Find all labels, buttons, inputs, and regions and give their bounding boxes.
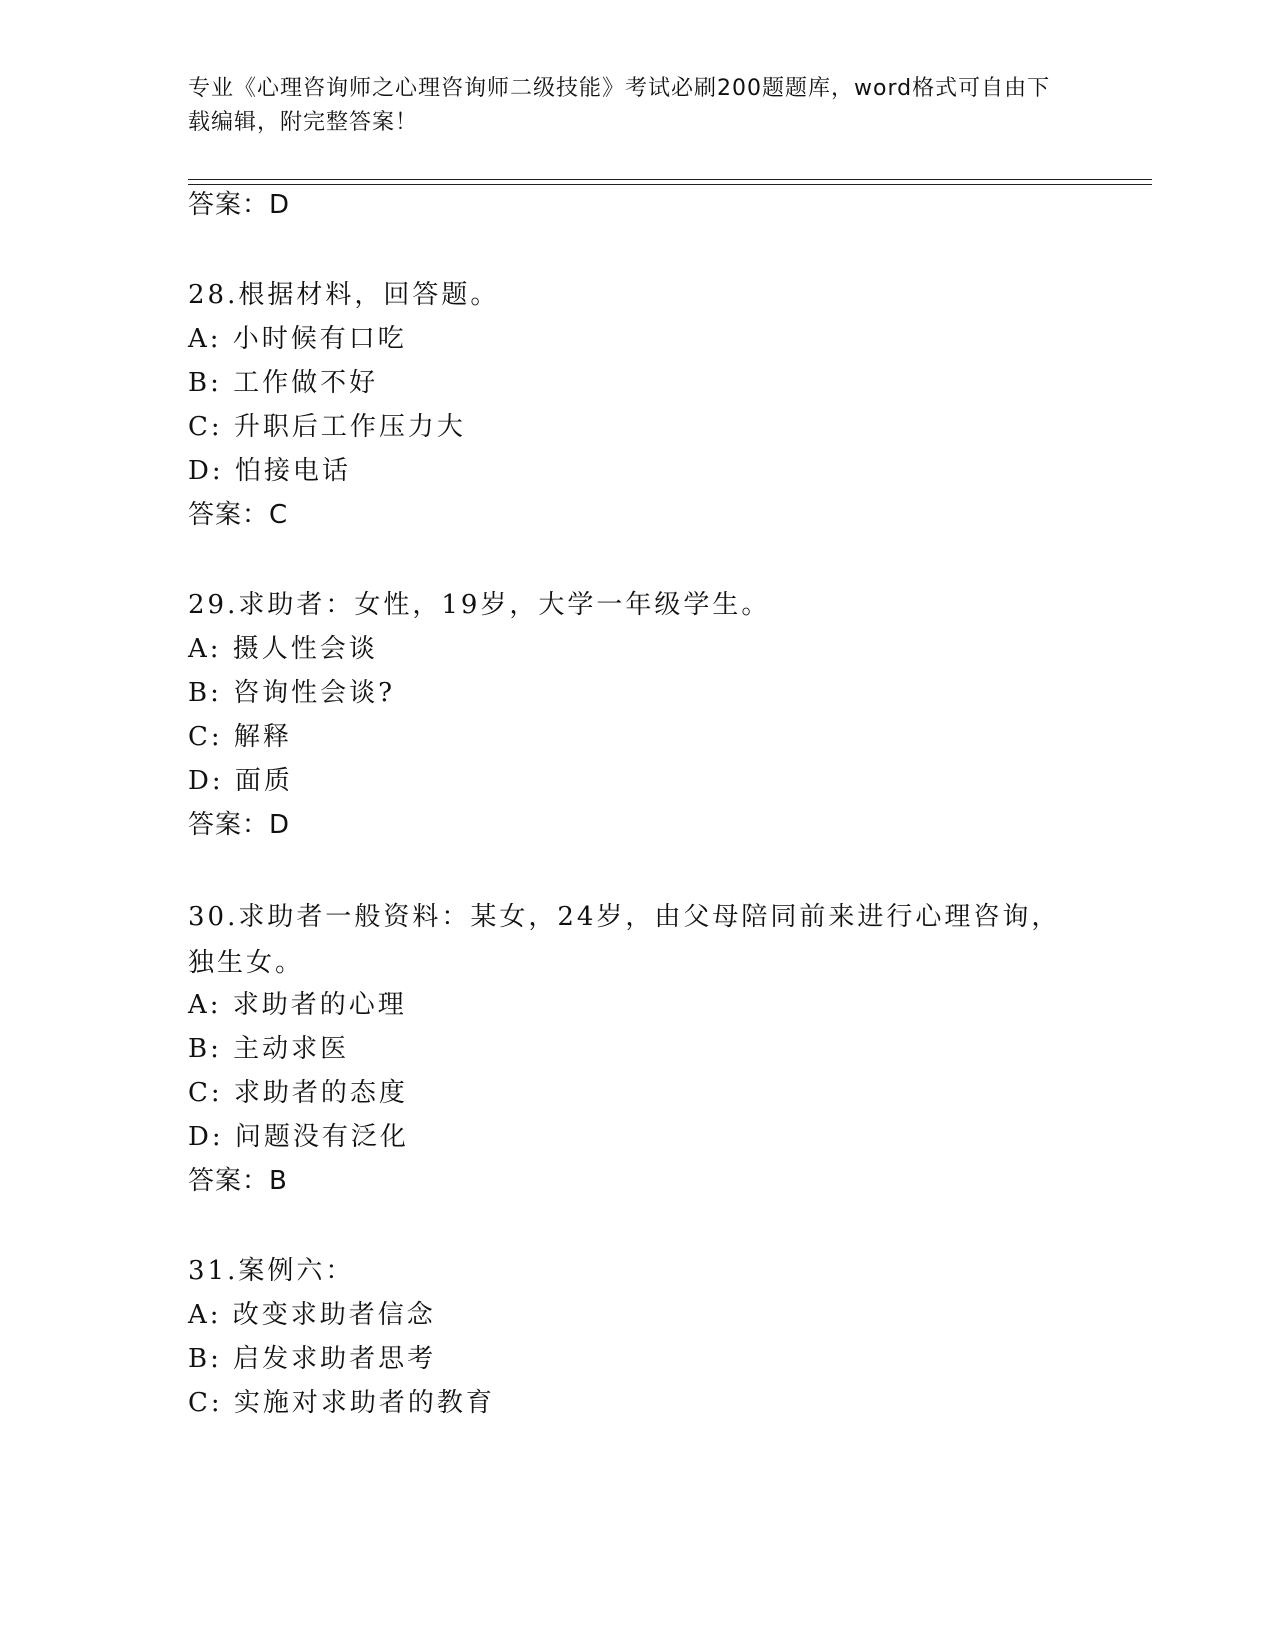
question-stem: 29.求助者：女性，19岁，大学一年级学生。 xyxy=(188,590,771,620)
option-a: A: 改变求助者信念 xyxy=(188,1300,436,1330)
question-stem: 28.根据材料，回答题。 xyxy=(188,280,500,310)
option-d: D: 问题没有泛化 xyxy=(188,1122,409,1152)
option-b: B: 工作做不好 xyxy=(188,368,379,398)
question-stem: 31.案例六： xyxy=(188,1256,355,1286)
option-b: B: 主动求医 xyxy=(188,1034,350,1064)
option-b: B: 启发求助者思考 xyxy=(188,1344,437,1374)
option-b: B: 咨询性会谈? xyxy=(188,678,396,708)
question-stem: 30.求助者一般资料：某女，24岁，由父母陪同前来进行心理咨询，独生女。 xyxy=(188,902,1061,978)
option-a: A: 求助者的心理 xyxy=(188,990,407,1020)
option-c: C: 求助者的态度 xyxy=(188,1078,408,1108)
prev-answer: 答案：D xyxy=(188,190,291,220)
option-a: A: 小时候有口吃 xyxy=(188,324,407,354)
option-a: A: 摄人性会谈 xyxy=(188,634,378,664)
option-c: C: 实施对求助者的教育 xyxy=(188,1388,495,1418)
option-c: C: 升职后工作压力大 xyxy=(188,412,466,442)
page-header: 专业《心理咨询师之心理咨询师二级技能》考试必刷200题题库，word格式可自由下载编辑，附完整答案！ xyxy=(188,76,1051,135)
option-d: D: 怕接电话 xyxy=(188,456,351,486)
answer: 答案：D xyxy=(188,810,291,840)
header-divider-bottom xyxy=(188,184,1152,185)
answer: 答案：B xyxy=(188,1166,288,1196)
header-divider-top xyxy=(188,179,1152,180)
option-d: D: 面质 xyxy=(188,766,293,796)
answer: 答案：C xyxy=(188,500,289,530)
option-c: C: 解释 xyxy=(188,722,292,752)
